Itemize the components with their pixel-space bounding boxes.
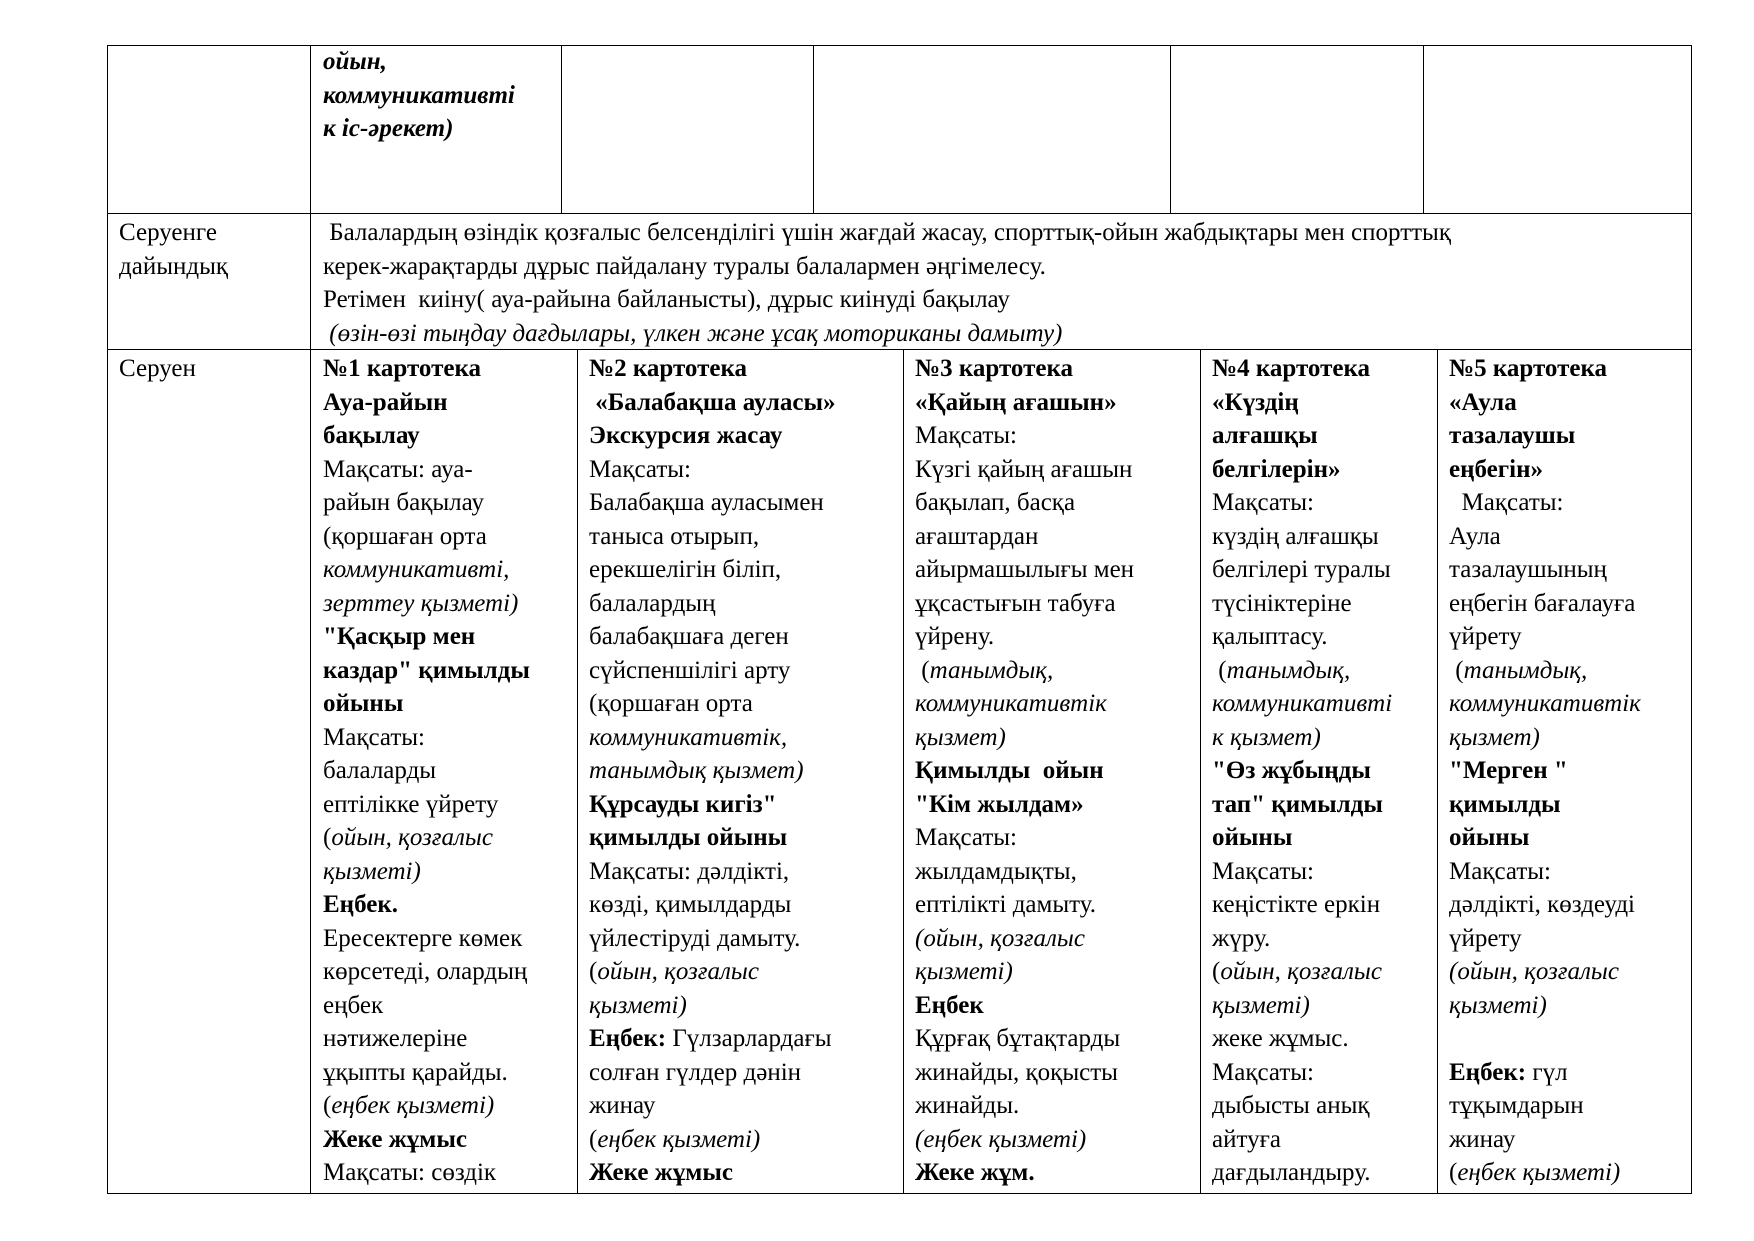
cell-line: еңбек <box>323 991 384 1019</box>
cell-line: (ойын, қозғалыс <box>915 924 1085 952</box>
cell-line: жинау <box>589 1092 656 1119</box>
cell-line: Мақсаты: <box>1212 857 1314 885</box>
card-title: еңбегін» <box>1449 455 1543 483</box>
cell-line: кеңістікте еркін <box>1212 891 1381 918</box>
cell-line: ұқсастығын табуға <box>915 589 1116 617</box>
cell-line: коммуникативті <box>323 81 515 109</box>
cell-line: Мақсаты: <box>915 824 1017 851</box>
cell-line: айтуға <box>1212 1125 1281 1153</box>
cell-line: қызметі) <box>1212 991 1310 1019</box>
cell-line: жылдамдықты, <box>915 857 1077 885</box>
cell-line: нәтижелеріне <box>323 1025 468 1052</box>
cell-line: Балабақша ауласымен <box>589 489 824 516</box>
game-title: ойыны <box>323 690 404 717</box>
table-column-divider <box>1423 45 1424 214</box>
walk-card-3 <box>915 352 1134 1190</box>
walk-card-4 <box>1212 352 1392 1190</box>
table-column-divider <box>903 349 904 1194</box>
cell-line <box>323 1089 530 1123</box>
cell-line: дәлдікті, көздеуді <box>1449 891 1635 918</box>
table-border-right <box>1691 45 1692 1194</box>
cell-line: Мақсаты: <box>1449 857 1551 885</box>
card-title: Ауа-райын <box>323 388 448 416</box>
cell-line: күздің алғашқы <box>1212 522 1379 550</box>
card-title: №2 картотека <box>589 355 747 382</box>
cell-line: Мақсаты: <box>589 455 691 483</box>
cell-line: Мақсаты: сөздік <box>323 1159 497 1186</box>
activity-type: еңбек қызметі) <box>331 1092 495 1119</box>
game-title: "Кім жылдам» <box>915 790 1084 818</box>
game-title: "Қасқыр мен <box>323 623 476 650</box>
paren: ( <box>1212 656 1227 684</box>
cell-line: үйрету <box>1449 924 1522 952</box>
cell-line: Күзгі қайың ағашын <box>915 455 1133 483</box>
card-title: №5 картотека <box>1449 355 1607 382</box>
cell-line: жүру. <box>1212 924 1271 952</box>
table-column-divider <box>1200 349 1201 1194</box>
cell-line <box>589 1123 836 1157</box>
activity-type: еңбек қызметі) <box>1457 1159 1621 1186</box>
card-title: «Күздің <box>1212 388 1299 416</box>
paren: ( <box>323 1092 332 1119</box>
cell-line <box>1449 654 1641 688</box>
cell-text: гүл <box>1526 1058 1568 1086</box>
section-title: Еңбек: <box>1449 1058 1527 1086</box>
cell-line: коммуникативті <box>1212 690 1393 717</box>
game-title: Қимылды ойын <box>915 757 1104 784</box>
table-column-divider <box>561 45 562 214</box>
cell-line: коммуникативті, <box>323 556 510 583</box>
game-title: "Өз жұбыңды <box>1212 757 1371 784</box>
activity-type: ойын, қозғалыс <box>1220 958 1382 985</box>
cell-line: сүйспеншілігі арту <box>589 656 791 684</box>
table-column-divider <box>813 45 814 214</box>
row1-activity-cell <box>323 45 515 146</box>
activity-type: ойын, қозғалыс <box>331 824 493 851</box>
cell-line: бақылап, басқа <box>915 489 1076 516</box>
activity-type: танымдық, <box>1463 656 1588 684</box>
paren: ( <box>589 1125 598 1153</box>
cell-line: қызметі) <box>915 958 1013 985</box>
cell-line: үйлестіруді дамыту. <box>589 924 801 952</box>
game-title: ойыны <box>1212 824 1293 851</box>
activity-type: ойын, қозғалыс <box>597 958 759 985</box>
table-column-divider <box>310 45 311 1194</box>
walk-preparation-text <box>323 216 1451 350</box>
cell-line: белгілері туралы <box>1212 556 1391 583</box>
paren: ( <box>1212 958 1221 985</box>
cell-line: жинайды. <box>915 1092 1020 1119</box>
table-border-bottom <box>107 1193 1692 1194</box>
cell-line: Серуенге <box>119 219 217 246</box>
cell-line: таныса отырып, <box>589 522 760 550</box>
card-title: тазалаушы <box>1449 422 1576 449</box>
cell-text: Гүлзарлардағы <box>666 1025 832 1052</box>
cell-line <box>1212 955 1392 989</box>
cell-line <box>1449 1056 1641 1090</box>
paren: ( <box>915 656 930 684</box>
cell-line: керек-жарақтарды дұрыс пайдалану туралы балалармен әңгімелесу. <box>323 252 1046 280</box>
cell-line: балаларды <box>323 757 437 784</box>
cell-line: зерттеу қызметі) <box>323 589 519 617</box>
cell-line: солған гүлдер дәнін <box>589 1058 802 1086</box>
cell-line: дағдыландыру. <box>1212 1159 1371 1186</box>
cell-line: балабақшаға деген <box>589 623 789 650</box>
cell-line: Мақсаты: ауа- <box>323 455 473 483</box>
cell-line: қалыптасу. <box>1212 623 1328 650</box>
cell-line <box>1449 1156 1641 1190</box>
card-title: алғашқы <box>1212 422 1318 449</box>
card-title: №4 картотека <box>1212 355 1370 382</box>
cell-line: ойын, <box>323 48 387 75</box>
cell-line: Мақсаты: <box>1212 489 1314 516</box>
cell-line: үйрену. <box>915 623 995 650</box>
cell-line: қызмет) <box>915 723 1006 751</box>
card-title: «Аула <box>1449 388 1517 416</box>
game-title: қимылды ойыны <box>589 824 788 851</box>
paren: ( <box>323 824 332 851</box>
table-column-divider <box>577 349 578 1194</box>
cell-line: райын бақылау <box>323 489 484 516</box>
table-row-divider <box>107 213 1692 214</box>
cell-line: дыбысты анық <box>1212 1092 1370 1119</box>
cell-line: қызмет) <box>1449 723 1540 751</box>
cell-line: қызметі) <box>323 857 421 885</box>
cell-line: (еңбек қызметі) <box>915 1125 1087 1153</box>
game-title: тап" қимылды <box>1212 790 1383 818</box>
cell-line: қызметі) <box>589 991 687 1019</box>
cell-line: к іс-әрекет) <box>323 115 454 142</box>
cell-line <box>915 654 1134 688</box>
card-title: бақылау <box>323 422 420 449</box>
cell-line: Мақсаты: <box>1449 489 1564 516</box>
card-title: №3 картотека <box>915 355 1073 382</box>
section-title: Еңбек: <box>589 1025 667 1052</box>
cell-line: коммуникативтік <box>1449 690 1641 717</box>
card-title: «Балабақша ауласы» <box>589 388 836 416</box>
cell-line: Серуен <box>119 355 196 382</box>
paren: ( <box>1449 1159 1458 1186</box>
walk-card-1 <box>323 352 530 1190</box>
cell-line: көрсетеді, олардың <box>323 958 528 985</box>
cell-line: (ойын, қозғалыс <box>1449 958 1619 985</box>
cell-line <box>323 821 530 855</box>
section-title: Жеке жұмыс <box>323 1125 467 1153</box>
cell-line: қызметі) <box>1449 991 1547 1019</box>
table-column-divider <box>1170 45 1171 214</box>
cell-line: жеке жұмыс. <box>1212 1025 1349 1052</box>
table-column-divider <box>1437 349 1438 1194</box>
cell-line: коммуникативтік, <box>589 723 788 751</box>
cell-line: дайындық <box>119 252 229 280</box>
activity-type: танымдық, <box>929 656 1054 684</box>
activity-type: танымдық, <box>1226 656 1351 684</box>
table-border-left <box>107 45 108 1194</box>
card-title: Экскурсия жасау <box>589 422 783 449</box>
cell-line: ағаштардан <box>915 522 1039 550</box>
section-title: Жеке жұм. <box>915 1159 1035 1186</box>
cell-line: жинау <box>1449 1125 1516 1153</box>
walk-preparation-label <box>119 216 228 283</box>
cell-line: ерекшелігін біліп, <box>589 556 782 583</box>
blank-line <box>1449 1022 1641 1056</box>
cell-line: үйрету <box>1449 623 1522 650</box>
walk-card-5 <box>1449 352 1641 1190</box>
cell-line: Мақсаты: дәлдікті, <box>589 857 790 885</box>
cell-line: айырмашылығы мен <box>915 556 1135 583</box>
section-title: Жеке жұмыс <box>589 1159 733 1186</box>
cell-line: Мақсаты: <box>323 723 425 751</box>
cell-line: (қоршаған орта <box>323 522 487 550</box>
cell-line: жинайды, қоқысты <box>915 1058 1118 1086</box>
cell-line: (қоршаған орта <box>589 690 753 717</box>
game-title: "Мерген " <box>1449 757 1568 784</box>
cell-line: Балалардың өзіндік қозғалыс белсенділігі үшін жағдай жасау, спорттық-ойын жабдықтары мен спорттық <box>323 219 1451 246</box>
cell-line: ептілікке үйрету <box>323 790 499 818</box>
cell-line: коммуникативтік <box>915 690 1107 717</box>
card-title: белгілерін» <box>1212 455 1341 483</box>
cell-line: Мақсаты: <box>1212 1058 1314 1086</box>
game-title: қимылды <box>1449 790 1561 818</box>
cell-line: танымдық қызмет) <box>589 757 804 784</box>
cell-line: көзді, қимылдарды <box>589 891 792 918</box>
walk-label <box>119 352 196 386</box>
cell-line: Аула <box>1449 522 1501 550</box>
game-title: ойыны <box>1449 824 1530 851</box>
cell-line: ұқыпты қарайды. <box>323 1058 508 1086</box>
cell-line: ептілікті дамыту. <box>915 891 1096 918</box>
cell-line <box>589 1022 836 1056</box>
card-title: «Қайың ағашын» <box>915 388 1117 416</box>
paren: ( <box>589 958 598 985</box>
cell-line: к қызмет) <box>1212 723 1321 751</box>
paren: ( <box>1449 656 1464 684</box>
cell-line: тазалаушының <box>1449 556 1607 583</box>
activity-type: еңбек қызметі) <box>597 1125 761 1153</box>
section-title: Еңбек. <box>323 891 398 918</box>
card-title: №1 картотека <box>323 355 481 382</box>
cell-line: Мақсаты: <box>915 422 1017 449</box>
walk-card-2 <box>589 352 836 1190</box>
cell-line <box>589 955 836 989</box>
cell-line <box>1212 654 1392 688</box>
section-title: Еңбек <box>915 991 984 1019</box>
game-title: каздар" қимылды <box>323 656 530 684</box>
cell-line: түсініктеріне <box>1212 589 1352 617</box>
cell-line: тұқымдарын <box>1449 1092 1584 1119</box>
cell-line: еңбегін бағалауға <box>1449 589 1636 617</box>
cell-line: балалардың <box>589 589 716 617</box>
cell-line: Құрғақ бұтақтарды <box>915 1025 1121 1052</box>
cell-line: (өзін-өзі тыңдау дағдылары, үлкен және ұсақ моториканы дамыту) <box>323 319 1063 347</box>
game-title: Құрсауды кигіз" <box>589 790 777 818</box>
cell-line: Ересектерге көмек <box>323 924 523 952</box>
cell-line: Ретімен киіну( ауа-райына байланысты), дұрыс киінуді бақылау <box>323 286 1010 313</box>
